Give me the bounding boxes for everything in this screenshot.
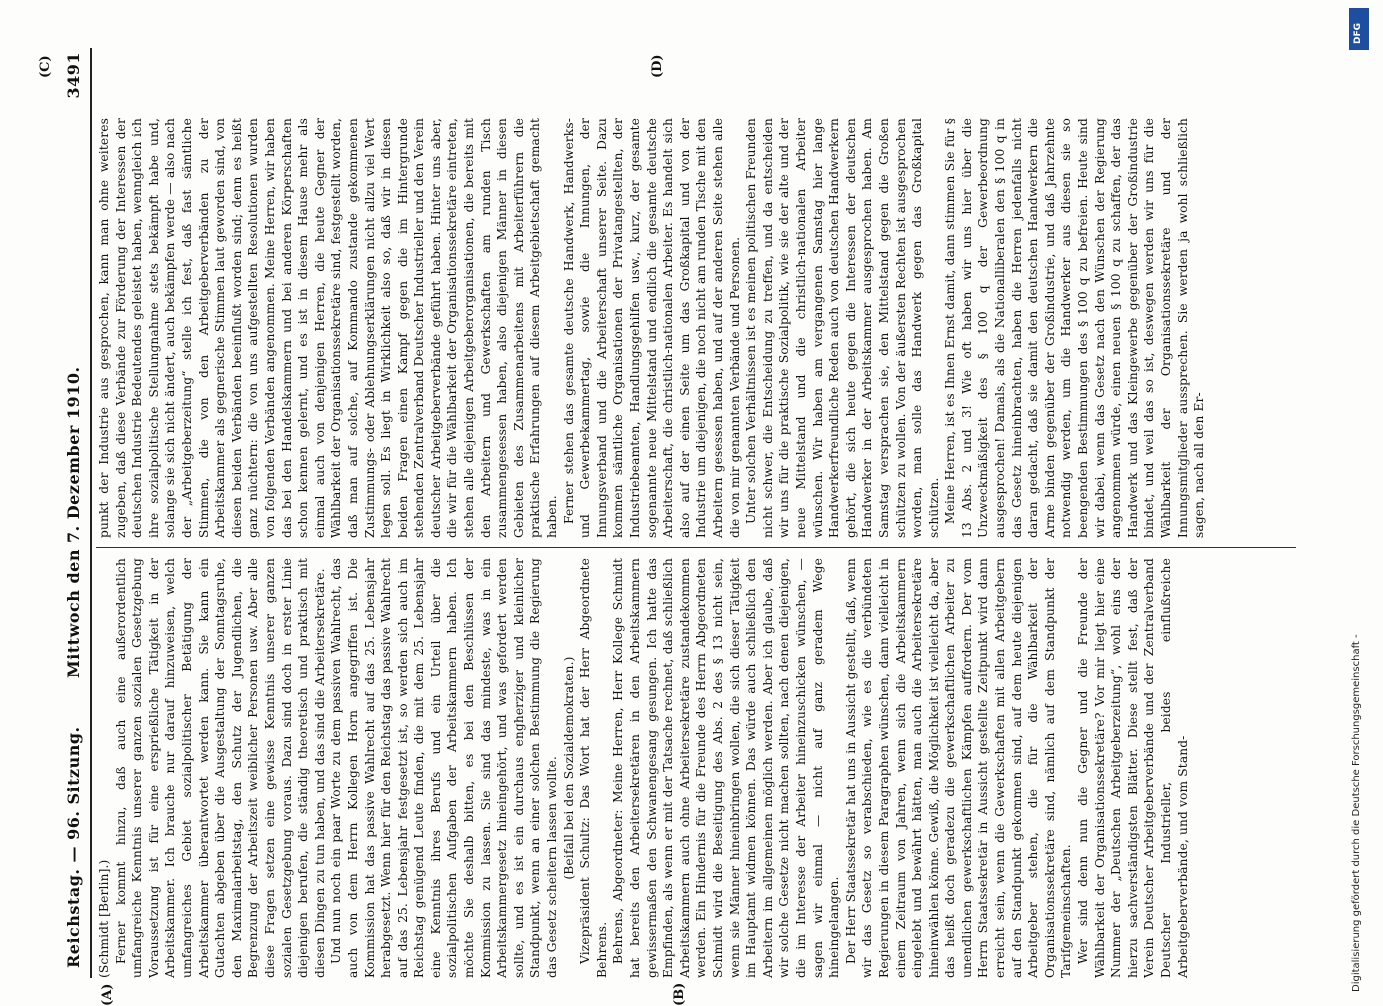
margin-marker-d: (D) [650,54,665,78]
digitization-credit [1343,8,1377,992]
rotated-page [38,48,1312,1006]
paragraph: Ferner kommt hinzu, daß auch eine außerordentlich umfangreiche Kenntnis unserer ganzen sozialen Gesetzgebung Voraussetzung ist für eine ersprießliche Tätigkeit in der Arbeitskammer. Ich brauche nur darauf hinzuweisen, welch umfangreiches Gebiet sozialpolitischer Betätigung der Arbeitskammer überantwortet werden kann. Sie kann ein Gutachten abgeben über die Ausgestaltung der Sonntagsruhe, den Maximalarbeitstag, den Schutz der Jugendlichen, die Begrenzung der Arbeitszeit weiblicher Personen usw. Aber alle diese Fragen setzen eine gewisse Kenntnis unserer ganzen sozialen Gesetzgebung voraus. Dazu sind doch in erster Linie diejenigen berufen, die ständig theoretisch und praktisch mit diesen Dingen zu tun haben, und das sind die Arbeitersekretäre. [113,558,327,978]
paragraph: Der Herr Staatssekretär hat uns in Aussicht gestellt, daß, wenn wir das Gesetz so verabschieden, wie es die verbündeten Regierungen in diesem Paragraphen wünschen, dann vielleicht in einem Zeitraum von Jahren, wenn sich die Arbeitskammern eingelebt und bewährt hätten, man auch die Arbeitersekretäre hineinwählen könne. Gewiß, die Möglichkeit ist vielleicht da, aber das heißt doch geradezu die gewerkschaftlichen Arbeiter zu unendlichen gewerkschaftlichen Kämpfen auffordern. Der vom Herrn Staatssekretär in Aussicht gestellte Zeitpunkt wird dann erreicht sein, wenn die Gewerkschaften mit allen Arbeitgebern auf den Standpunkt gekommen sind, auf dem heute diejenigen Arbeitgeber stehen, die für die Wählbarkeit der Organisationssekretäre sind, nämlich auf dem Standpunkt der Tarifgemeinschaften. [843,558,1074,978]
paragraph: Behrens, Abgeordneter: Meine Herren, Herr Kollege Schmidt hat bereits den Arbeitersekretären in den Arbeitskammern gewissermaßen den Schwanengesang gesungen. Ich hatte das Empfinden, als wenn er mit der Tatsache rechnet, daß schließlich Arbeitskammern auch ohne Arbeitersekretäre zustandekommen werden. Ein Hindernis für die Freunde des Herrn Abgeordneten Schmidt wird die Beseitigung des Abs. 2 des § 13 nicht sein, wenn sie Männer hineinbringen wollen, die sich dieser Tätigkeit im Hauptamt widmen können. Das würde auch schließlich den Arbeitern im allgemeinen möglich werden. Aber ich glaube, daß wir solche Gesetze nicht machen sollten, nach denen diejenigen, die im Interesse der Arbeiter hineinzuschicken wünschen, — sagen wir einmal — nicht auf ganz geradem Wege hineingelangen. [611,558,842,978]
paragraph: Wer sind denn nun die Gegner und die Freunde der Wählbarkeit der Organisationssekretäre? Vor mir liegt hier eine Nummer der „Deutschen Arbeitgeberzeitung“, wohl eins der hierzu sachverständigsten Blätter. Diese stellt fest, daß der Verein Deutscher Arbeitgeberverbände und der Zentralverband Deutscher Industrieller, beides einflußreiche Arbeitgeberverbände, und vom Stand- [1076,558,1190,978]
page-number: 3491 [64,52,83,99]
paragraph: punkt der Industrie aus gesprochen, kann man ohne weiteres zugeben, daß diese Verbände zur Förderung der Interessen der deutschen Industrie Bedeutendes geleistet haben, wenngleich ich ihre sozialpolitische Stellungnahme stets bekämpft habe und, solange sie sich nicht ändert, auch bekämpfen werde — also nach der „Arbeitgeberzeitung“ stelle ich fest, daß fast sämtliche Stimmen, die von den Arbeitgeberverbänden zu der Arbeitskammer als gegnerische Stimmen laut geworden sind, von diesen beiden Verbänden beeinflußt worden sind; denn es heißt ganz nüchtern: die von uns aufgestellten Resolutionen wurden von folgenden Verbänden angenommen. Meine Herren, wir haben das bei den Handelskammern und bei anderen Körperschaften schon kennen gelernt, und es ist in diesem Hause mehr als einmal auch von denjenigen Herren, die heute Gegner der Wählbarkeit der Organisationssekretäre sind, festgestellt worden, daß man auf solche, auf Kommando zustande gekommenen Zustimmungs- oder Ablehnungserklärungen nicht allzu viel Wert legen soll. Es liegt in Wirklichkeit also so, daß wir in diesen beiden Fragen einen Kampf gegen die im Hintergrunde stehenden Zentralverband Deutscher Industrieller und den Verein deutscher Arbeitgeberverbände geführt haben. Hinter uns aber, die wir für die Wählbarkeit der Organisationssekretäre eintreten, stehen alle diejenigen Arbeitgeberorganisationen, die bereits mit den Arbeitern und Gewerkschaften am runden Tisch zusammengesessen haben, also diejenigen Männer in diesen Gebieten des Zusammenarbeitens mit Arbeiterführern die praktische Erfahrungen auf diesem Arbeitgebietschaft gemacht haben. [97,118,560,538]
applause-note: (Beifall bei den Sozialdemokraten.) [561,656,576,880]
paragraph: Vizepräsident Schultz: Das Wort hat der Herr Abgeordnete Behrens. [578,558,609,978]
margin-marker-a: (A) [100,983,115,1006]
paragraph: Ferner stehen das gesamte deutsche Handwerk, Handwerks- und Gewerbekammertag, sowie die Innungen, der Innungsverband und die Arbeiterschaft unserer Seite. Dazu kommen sämtliche Organisationen der Privatangestellten, der Industriebeamten, Handlungsgehilfen usw., kurz, der gesamte sogenannte neue Mittelstand und endlich die gesamte deutsche Arbeiterschaft, die christlich-nationalen Arbeiter. Es handelt sich also auf der einen Seite um das Großkapital und von der Industrie um diejenigen, die noch nicht am runden Tische mit den Arbeitern gesessen haben, und auf der anderen Seite stehen alle die von mir genannten Verbände und Personen. [561,118,742,538]
left-column [96,558,1190,978]
paragraph: Unter solchen Verhältnissen ist es meinen politischen Freunden nicht schwer, die Entscheidung zu treffen, und da entscheiden wir uns für die praktische Sozialpolitik, wie sie der alte und der neue Mittelstand und die christlich-nationalen Arbeiter wünschen. Wir haben am vergangenen Samstag hier lange Handwerkerfreundliche Reden auch von deutschen Handwerkern gehört, die sich heute gegen die Interessen der deutschen Handwerker in der Arbeitskammer ausgesprochen haben. Am Samstag versprachen sie, den Mittelstand gegen die Großen schützen zu wollen. Von der äußersten Rechten ist ausgesprochen worden, man solle das Handwerk gegen das Großkapital schützen. [744,117,941,538]
margin-marker-b: (B) [672,982,687,1006]
header-rule [90,48,92,978]
paragraph: Und nun noch ein paar Worte zu dem passiven Wahlrecht, das auch von dem Herrn Kollegen Horn angegriffen ist. Die Kommission hat das passive Wahlrecht auf das 25. Lebensjahr herabgesetzt. Wenn hier für den Reichstag das passive Wahlrecht auf das 25. Lebensjahr festgesetzt ist, so werden sich auch im Reichstag genügend Leute finden, die mit dem 25. Lebensjahr eine Kenntnis ihres Berufs und ein Urteil über die sozialpolitischen Aufgaben der Arbeitskammern haben. Ich möchte Sie deshalb bitten, es bei den Beschlüssen der Kommission zu lassen. Sie sind das mindeste, was in ein Arbeitskammergesetz hineingehört, und was gefordert werden sollte, und es ist ein durchaus engherziger und kleinlicher Standpunkt, wenn an einer solchen Bestimmung die Regierung das Gesetz scheitern lassen wollte. [329,558,560,978]
page-header [62,48,88,978]
dfg-logo-text: DFG [1353,22,1363,44]
right-column [96,118,1296,538]
column-divider [96,547,1296,548]
paragraph: Meine Herren, ist es Ihnen Ernst damit, dann stimmen Sie für § 13 Abs. 2 und 3! Wie oft haben wir uns hier über die Unzweckmäßigkeit des § 100 q der Gewerbeordnung ausgesprochen! Damals, als die Nationalliberalen den § 100 q in das Gesetz hineinbrachten, haben die Herren jedenfalls nicht daran gedacht, daß sie damit den deutschen Handwerkern die Arme binden gegenüber der Großindustrie, und daß Jahrzehnte notwendig werden, um die Handwerker aus diesen sie so beengenden Bestimmungen des § 100 q zu befreien. Heute sind wir dabei, wenn das Gesetz nach den Wünschen der Regierung angenommen würde, einen neuen § 100 q zu schaffen, der das Handwerk und das Kleingewerbe gegenüber der Großindustrie bindet, und weil das so ist, deswegen werden wir uns für die Wählbarkeit der Organisationssekretäre und der Innungsmitglieder aussprechen. Sie werden ja wohl schließlich sagen, nach all den Er- [943,118,1207,538]
speaker-note: (Schmidt [Berlin].) [97,859,111,978]
margin-marker-c: (C) [38,55,53,78]
dfg-logo [1349,8,1369,50]
header-left: Reichstag. — 96. Sitzung. [64,726,83,968]
header-date: Mittwoch den 7. Dezember 1910. [64,366,83,678]
credit-text: Digitalisierung gefördert durch die Deutsche Forschungsgemeinschaft - [1351,634,1362,992]
